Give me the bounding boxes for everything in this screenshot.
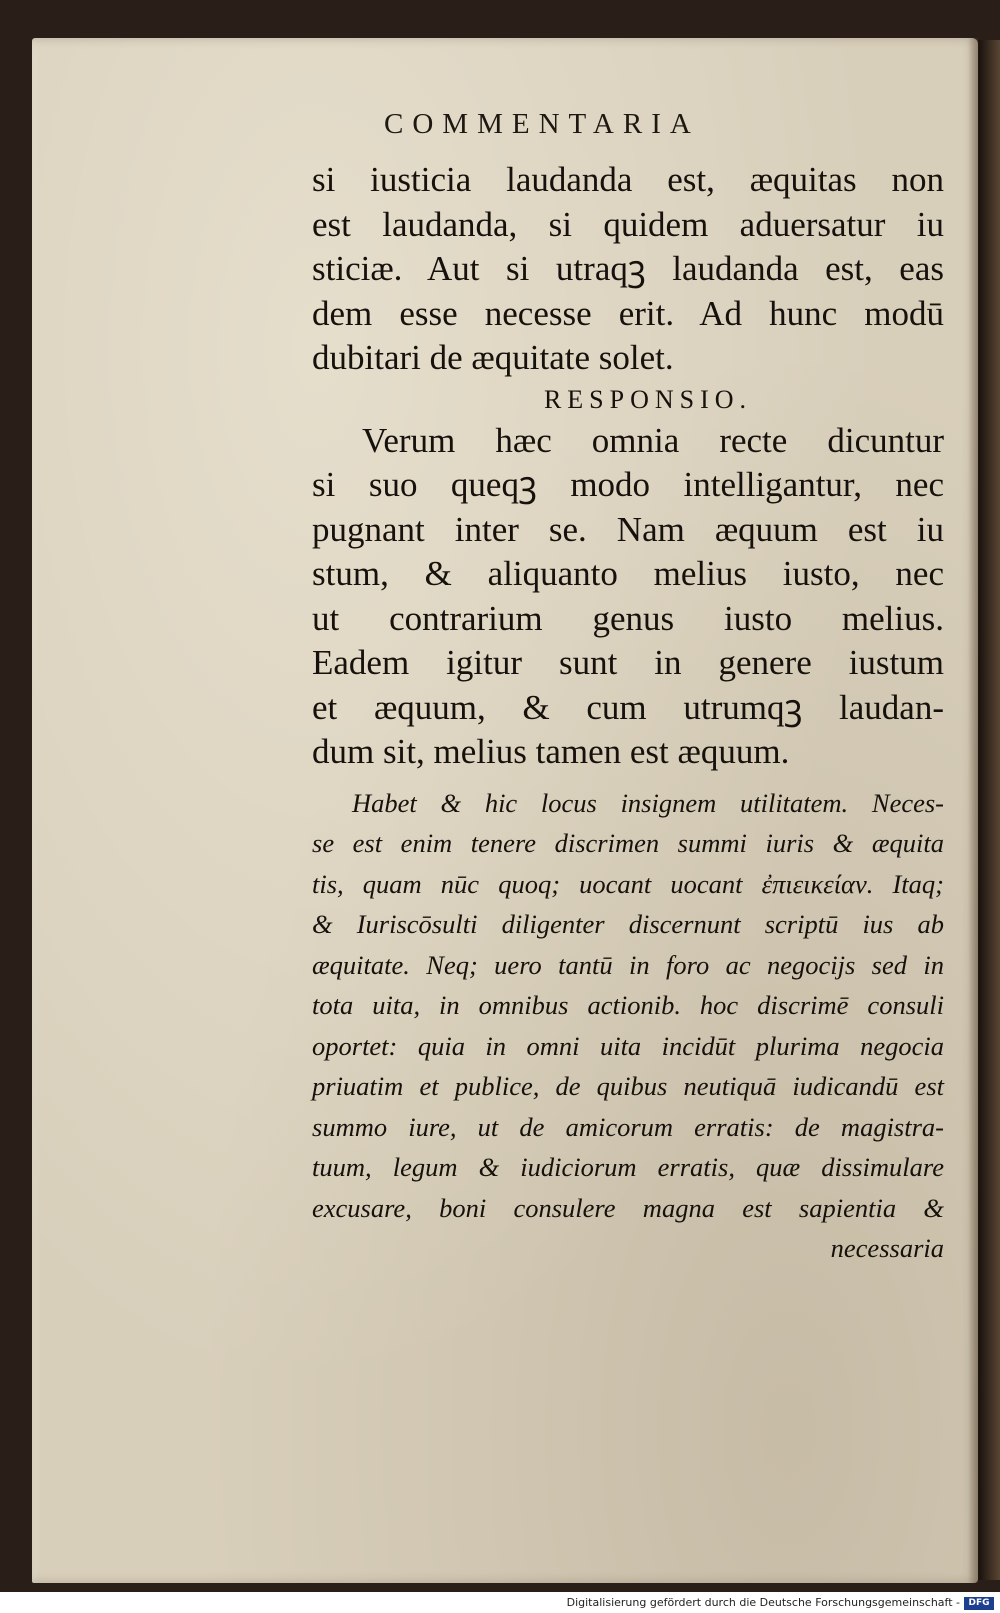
commentary-line: æquitate. Neq; uero tantū in foro ac negocijs sed in [312, 949, 944, 980]
paragraph-2-line: ut contrarium genus iusto melius. [312, 598, 944, 638]
commentary-line: excusare, boni consulere magna est sapientia & [312, 1192, 944, 1223]
spacer [312, 775, 944, 783]
commentary-line: tuum, legum & iudiciorum erratis, quæ dissimulare [312, 1152, 944, 1182]
catchword: necessaria [830, 1233, 944, 1263]
paragraph-2-line: dum sit, melius tamen est æquum. [312, 732, 790, 771]
commentary-line: oportet: quia in omni uita incidūt plurima negocia [312, 1030, 944, 1061]
commentary-line: Habet & hic locus insignem utilitatem. Neces- [352, 787, 944, 818]
commentary-line: summo iure, ut de amicorum erratis: de magistra- [312, 1111, 944, 1142]
commentary-line: tis, quam nūc quoq; uocant uocant ἐπιεικείαν. Itaq; [312, 868, 944, 899]
commentary-line: & Iuriscōsulti diligenter discernunt scriptū ius ab [312, 909, 944, 939]
commentary-line: se est enim tenere discrimen summi iuris & æquita [312, 828, 944, 858]
running-head: COMMENTARIA [384, 108, 700, 140]
text-block [312, 158, 944, 1269]
paragraph-1-line: est laudanda, si quidem aduersatur iu [312, 204, 944, 244]
paragraph-1-line: dubitari de æquitate solet. [312, 338, 674, 377]
page-edge-shadow [968, 38, 978, 1583]
paragraph-1-line: dem esse necesse erit. Ad hunc modū [312, 293, 944, 333]
paragraph-1-line: sticiæ. Aut si utraqꝫ laudanda est, eas [312, 249, 944, 288]
paragraph-1-line: si iusticia laudanda est, æquitas non [312, 160, 944, 199]
footer-bar [0, 1595, 1000, 1613]
paragraph-2-line: pugnant inter se. Nam æquum est iu [312, 509, 944, 549]
paragraph-2-line: si suo queqꝫ modo intelligantur, nec [312, 465, 944, 504]
footer-credit: Digitalisierung gefördert durch die Deutsche Forschungsgemeinschaft - [566, 1596, 960, 1609]
commentary-line: tota uita, in omnibus actionib. hoc discrimē consuli [312, 990, 944, 1020]
paragraph-2-line: stum, & aliquanto melius iusto, nec [312, 554, 944, 593]
paragraph-2-line: et æquum, & cum utrumqꝫ laudan- [312, 687, 944, 727]
paragraph-2-line: Verum hæc omnia recte dicuntur [362, 420, 944, 460]
paragraph-2-line: Eadem igitur sunt in genere iustum [312, 643, 944, 682]
dfg-logo: DFG [964, 1597, 994, 1610]
commentary-line: priuatim et publice, de quibus neutiquā iudicandū est [312, 1071, 944, 1101]
section-heading: RESPONSIO. [543, 384, 753, 414]
